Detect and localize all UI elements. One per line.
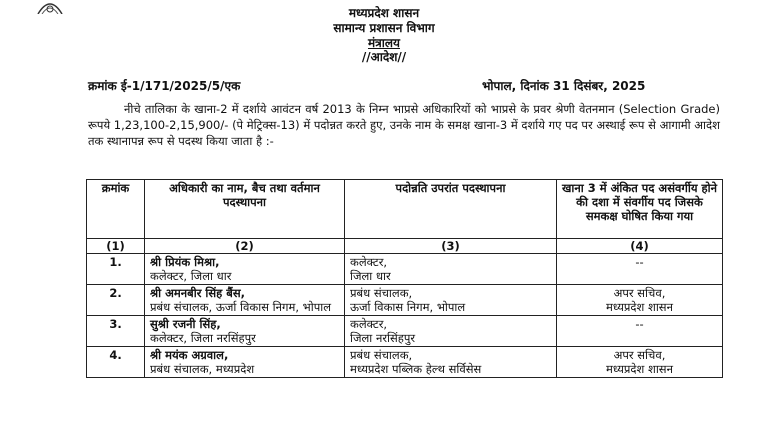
table-header-row [87, 180, 723, 239]
table-row [87, 285, 723, 316]
officer-current-post: कलेक्टर, जिला नरसिंहपुर [150, 331, 256, 345]
new-post-line2: ऊर्जा विकास निगम, भोपाल [350, 300, 466, 314]
header-equivalent: खाना 3 में अंकित पद असंवर्गीय होने की दशा में संवर्गीय पद जिसके समकक्ष घोषित किया गया [557, 180, 723, 239]
table-row [87, 347, 723, 378]
col-num-2: (2) [145, 239, 345, 254]
row-equivalent [557, 347, 723, 378]
ministry-title: मंत्रालय [367, 36, 400, 50]
promotion-table [86, 179, 723, 378]
officer-current-post: कलेक्टर, जिला धार [150, 269, 232, 283]
header-officer: अधिकारी का नाम, बैच तथा वर्तमान पदस्थापना [145, 180, 345, 239]
row-sno: 3. [87, 316, 145, 347]
officer-current-post: प्रबंध संचालक, ऊर्जा विकास निगम, भोपाल [150, 300, 332, 314]
col-num-4: (4) [557, 239, 723, 254]
row-sno: 2. [87, 285, 145, 316]
new-post-line2: जिला धार [350, 269, 391, 283]
officer-current-post: प्रबंध संचालक, मध्यप्रदेश [150, 362, 255, 376]
row-officer [145, 285, 345, 316]
govt-title: मध्यप्रदेश शासन [348, 6, 420, 20]
row-officer [145, 254, 345, 285]
row-equivalent: -- [557, 316, 723, 347]
new-post-line1: प्रबंध संचालक, [350, 286, 413, 300]
row-new-post [345, 347, 557, 378]
row-equivalent: -- [557, 254, 723, 285]
equivalent-line1: अपर सचिव, [613, 348, 666, 362]
officer-name: श्री अमनबीर सिंह बैंस, [150, 286, 245, 300]
officer-name: श्री मयंक अग्रवाल, [150, 348, 229, 362]
officer-name: सुश्री रजनी सिंह, [150, 317, 221, 331]
row-new-post [345, 285, 557, 316]
col-num-1: (1) [87, 239, 145, 254]
row-new-post [345, 254, 557, 285]
new-post-line2: जिला नरसिंहपुर [350, 331, 416, 345]
col-num-3: (3) [345, 239, 557, 254]
row-sno: 1. [87, 254, 145, 285]
order-heading: //आदेश// [361, 50, 407, 64]
equivalent-line2: मध्यप्रदेश शासन [606, 362, 673, 376]
equivalent-line2: मध्यप्रदेश शासन [606, 300, 673, 314]
department-title: सामान्य प्रशासन विभाग [333, 21, 435, 35]
order-date: भोपाल, दिनांक 31 दिसंबर, 2025 [482, 79, 646, 93]
order-paragraph: नीचे तालिका के खाना-2 में दर्शाये आवंटन वर्ष 2013 के निम्न भाप्रसे अधिकारियों को भाप्रसे के प्रवर श्रेणी वेतनमान (Selection Grade) रूपये 1,23,100-2,15,900/- (पे मेट्रिक्स-13) में पदोन्नत करते हुए, उनके नाम के समक्ष खाना-3 में दर्शाये गए पद पर अस्थाई रूप से आगामी आदेश तक स्थानापन्न रूप से पदस्थ किया जाता है :- [88, 102, 720, 148]
new-post-line2: मध्यप्रदेश पब्लिक हेल्थ सर्विसेस [350, 362, 482, 376]
header-new-post: पदोन्नति उपरांत पदस्थापना [345, 180, 557, 239]
header-sno: क्रमांक [87, 180, 145, 239]
table-row [87, 316, 723, 347]
row-officer [145, 316, 345, 347]
new-post-line1: प्रबंध संचालक, [350, 348, 413, 362]
row-new-post [345, 316, 557, 347]
row-equivalent [557, 285, 723, 316]
table-row [87, 254, 723, 285]
order-number: क्रमांक ई-1/171/2025/5/एक [88, 79, 241, 93]
equivalent-line1: अपर सचिव, [613, 286, 666, 300]
new-post-line1: कलेक्टर, [350, 255, 388, 269]
new-post-line1: कलेक्टर, [350, 317, 388, 331]
row-sno: 4. [87, 347, 145, 378]
row-officer [145, 347, 345, 378]
column-number-row [87, 239, 723, 254]
officer-name: श्री प्रियंक मिश्रा, [150, 255, 220, 269]
